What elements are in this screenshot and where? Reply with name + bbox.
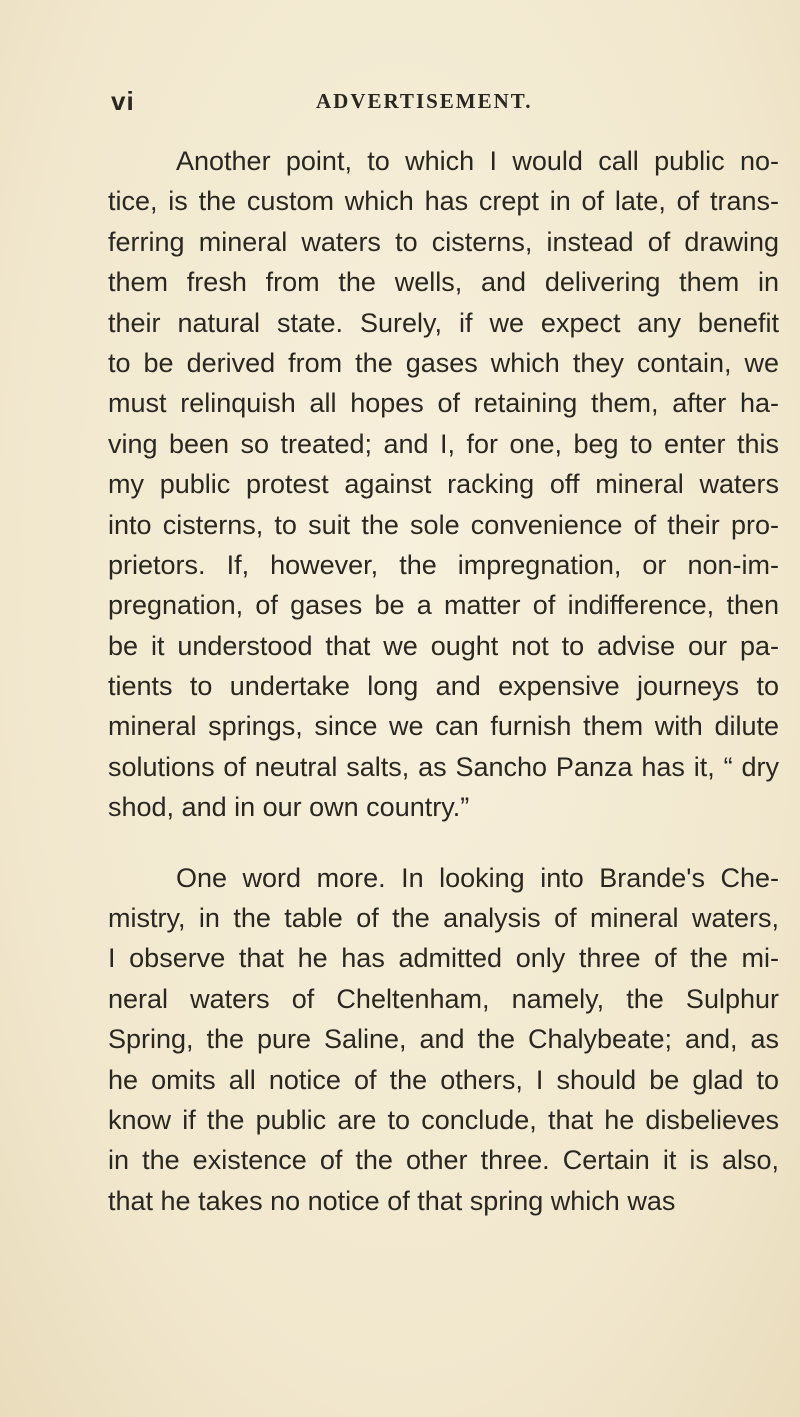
text-line: prietors. If, however, the impregnation, or non-im- [108, 549, 779, 580]
text-line: One word more. In looking into Brande's Che- [176, 862, 779, 893]
text-line: ferring mineral waters to cisterns, instead of drawing [108, 226, 779, 257]
text-line: tients to undertake long and expensive journeys to [108, 671, 779, 702]
text-line: that he takes no notice of that spring which was [108, 1185, 676, 1216]
text-line: must relinquish all hopes of retaining them, after ha- [108, 388, 779, 419]
text-line: shod, and in our own country.” [108, 792, 470, 823]
running-head: ADVERTISEMENT. [316, 89, 533, 113]
text-line: mineral springs, since we can furnish them with dilute [108, 711, 779, 742]
text-line: ving been so treated; and I, for one, beg to enter this [108, 428, 779, 459]
text-line: neral waters of Cheltenham, namely, the Sulphur [108, 983, 779, 1014]
text-line: Another point, to which I would call public no- [176, 146, 779, 176]
text-line: he omits all notice of the others, I should be glad to [108, 1064, 779, 1095]
paragraph-gap [108, 828, 779, 858]
text-line: them fresh from the wells, and delivering them in [108, 267, 779, 298]
text-line: solutions of neutral salts, as Sancho Panza has it, “ dry [108, 751, 779, 782]
text-line: mistry, in the table of the analysis of mineral waters, [108, 903, 779, 934]
text-line: in the existence of the other three. Certain it is also, [108, 1145, 779, 1176]
text-line: I observe that he has admitted only three of the mi- [108, 943, 779, 974]
text-line: pregnation, of gases be a matter of indifference, then [108, 590, 779, 621]
text-line: Spring, the pure Saline, and the Chalybeate; and, as [108, 1024, 779, 1055]
text-line: know if the public are to conclude, that he disbelieves [108, 1104, 779, 1135]
text-line: my public protest against racking off mineral waters [108, 469, 779, 500]
text-line: tice, is the custom which has crept in of late, of trans- [108, 186, 779, 217]
text-line: be it understood that we ought not to advise our pa- [108, 630, 779, 661]
text-line: to be derived from the gases which they contain, we [108, 347, 779, 378]
text-line: into cisterns, to suit the sole convenience of their pro- [108, 509, 779, 540]
page-header [0, 86, 800, 118]
body-text [108, 141, 779, 1221]
page-number: vi [111, 86, 135, 116]
text-line: their natural state. Surely, if we expect any benefit [108, 307, 779, 338]
